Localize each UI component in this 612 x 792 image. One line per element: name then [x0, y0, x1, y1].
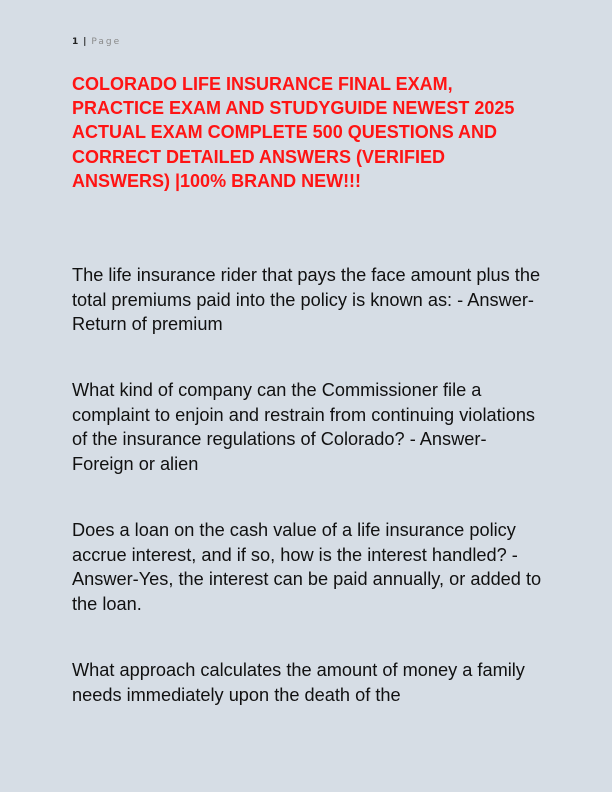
page-number: 1 — [72, 37, 79, 47]
page-separator: | — [83, 37, 87, 47]
question-answer-3: Does a loan on the cash value of a life insurance policy accrue interest, and if so, how is the interest handled? - Answer-Yes, the interest can be paid annually, or added to the loan. — [72, 520, 542, 614]
page-header — [72, 37, 121, 47]
question-answer-2: What kind of company can the Commissioner file a complaint to enjoin and restrain from continuing violations of the insurance regulations of Colorado? - Answer-Foreign or alien — [72, 380, 536, 474]
question-answer-4: What approach calculates the amount of money a family needs immediately upon the death of the — [72, 660, 525, 705]
question-answer-1: The life insurance rider that pays the face amount plus the total premiums paid into the policy is known as: - Answer-Return of premium — [72, 265, 541, 335]
document-title: COLORADO LIFE INSURANCE FINAL EXAM, PRACTICE EXAM AND STUDYGUIDE NEWEST 2025 ACTUAL EXAM COMPLETE 500 QUESTIONS AND CORRECT DETAILED ANSWERS (VERIFIED ANSWERS) |100% BRAND NEW!!! — [72, 74, 515, 191]
page-label: Page — [91, 37, 122, 47]
